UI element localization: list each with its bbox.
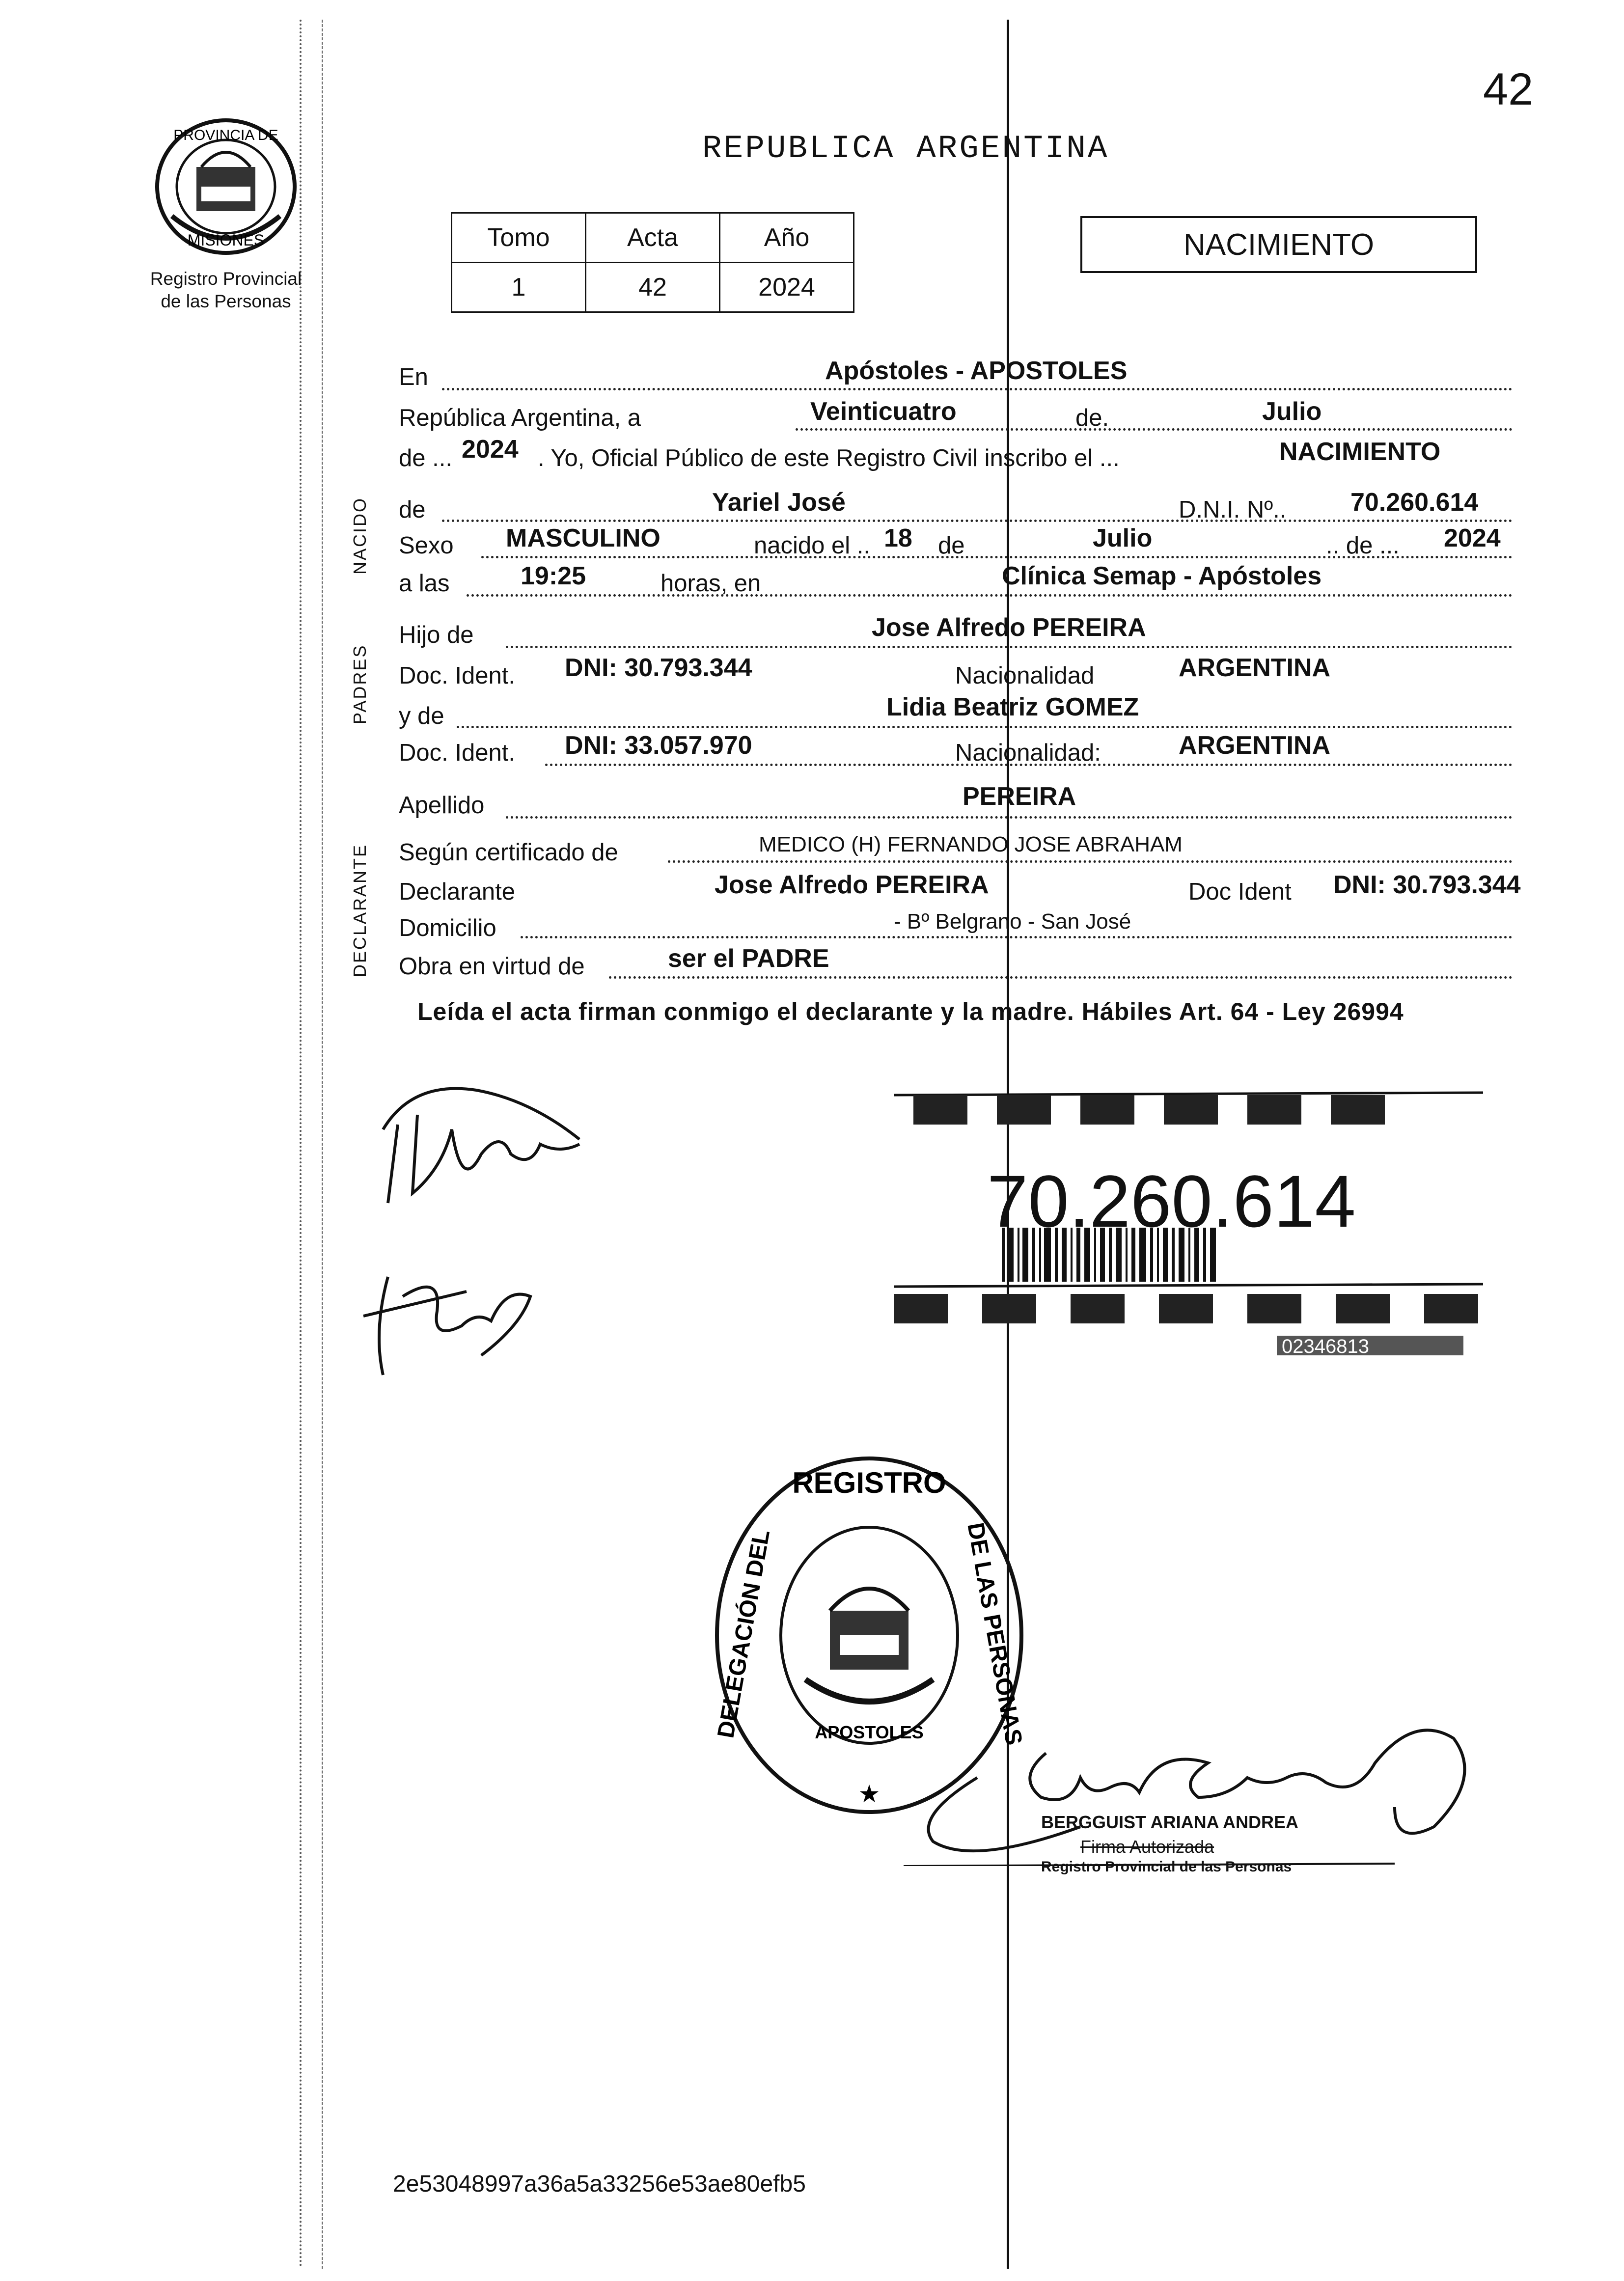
declarant-signature [354, 1071, 609, 1218]
value-madre-doc: DNI: 33.057.970 [565, 731, 752, 760]
value-inscripcion: NACIMIENTO [1279, 438, 1441, 466]
value-padre-doc: DNI: 30.793.344 [565, 654, 752, 682]
side-label-padres: PADRES [350, 644, 370, 724]
value-apellido: PEREIRA [963, 782, 1076, 811]
side-label-declarante: DECLARANTE [350, 843, 370, 977]
label-y-de: y de [399, 703, 444, 729]
label-hijo-de: Hijo de [399, 622, 474, 648]
value-mes-nac: Julio [1093, 524, 1153, 552]
label-declarante: Declarante [399, 879, 515, 905]
dotted-line [796, 428, 1513, 431]
logo-caption-line-2: de las Personas [161, 291, 291, 311]
value-domicilio: - Bº Belgrano - San José [894, 909, 1131, 934]
value-anio-nac: 2024 [1444, 524, 1501, 552]
value-padre: Jose Alfredo PEREIRA [872, 613, 1146, 642]
label-horas-en: horas, en [661, 570, 761, 597]
table-value-acta: 42 [586, 263, 720, 312]
dotted-line [481, 556, 1513, 558]
value-declarante: Jose Alfredo PEREIRA [715, 871, 989, 899]
dotted-line [506, 646, 1513, 648]
label-en: En [399, 364, 428, 390]
label-de-nac: de [938, 532, 965, 559]
value-hora: 19:25 [521, 562, 586, 590]
security-number: 70.260.614 [987, 1160, 1356, 1242]
dotted-line [521, 936, 1513, 938]
label-de-mes: de. [1075, 405, 1109, 431]
svg-text:DELEGACIÓN DEL: DELEGACIÓN DEL [713, 1528, 775, 1740]
label-nacido-el: nacido el .. [754, 532, 870, 559]
table-header-tomo: Tomo [452, 213, 586, 263]
value-certificado: MEDICO (H) FERNANDO JOSE ABRAHAM [759, 832, 1183, 856]
value-madre: Lidia Beatriz GOMEZ [886, 693, 1139, 721]
label-sexo: Sexo [399, 532, 454, 559]
dotted-line [457, 726, 1513, 728]
side-label-nacido: NACIDO [350, 496, 370, 575]
value-localidad: Apóstoles - APOSTOLES [825, 357, 1128, 385]
legal-text: Leída el acta firman conmigo el declarante y la madre. Hábiles Art. 64 - Ley 26994 [417, 998, 1404, 1025]
value-nombre: Yariel José [712, 488, 846, 517]
signatory-role: Firma Autorizada [1080, 1837, 1214, 1857]
security-serial: 02346813 [1282, 1336, 1369, 1357]
record-number-table [451, 212, 854, 313]
label-nacionalidad-madre: Nacionalidad: [955, 740, 1101, 766]
margin-dashed-line [322, 20, 323, 2269]
svg-text:★: ★ [858, 1780, 881, 1808]
record-type: NACIMIENTO [1183, 227, 1375, 262]
value-anio: 2024 [462, 435, 519, 464]
label-apellido: Apellido [399, 792, 485, 819]
document-title: REPUBLICA ARGENTINA [702, 130, 1109, 167]
value-dni: 70.260.614 [1350, 488, 1479, 517]
dotted-line [545, 764, 1513, 766]
label-republica: República Argentina, a [399, 405, 641, 431]
label-dni: D.N.I. Nº.. [1179, 496, 1287, 523]
value-mes: Julio [1262, 397, 1322, 426]
svg-text:REGISTRO: REGISTRO [792, 1466, 946, 1499]
mother-signature [344, 1257, 550, 1385]
label-obra: Obra en virtud de [399, 953, 585, 980]
authorized-signature [904, 1699, 1562, 1866]
label-nacionalidad: Nacionalidad [955, 662, 1095, 689]
dotted-line [609, 976, 1513, 979]
value-sexo: MASCULINO [506, 524, 661, 552]
label-doc-ident: Doc. Ident. [399, 662, 515, 689]
value-obra: ser el PADRE [668, 944, 829, 973]
label-de: de [399, 496, 426, 523]
svg-text:PROVINCIA DE: PROVINCIA DE [173, 127, 278, 143]
signatory-registry: Registro Provincial de las Personas [1041, 1859, 1292, 1875]
document-hash: 2e53048997a36a5a33256e53ae80efb5 [393, 2171, 806, 2197]
label-domicilio: Domicilio [399, 915, 496, 941]
dotted-line [442, 388, 1513, 390]
label-doc-ident-madre: Doc. Ident. [399, 740, 515, 766]
dotted-line [668, 860, 1513, 863]
svg-text:DE LAS PERSONAS: DE LAS PERSONAS [962, 1520, 1027, 1747]
label-de-anio: de ... [399, 445, 452, 471]
record-type-box [1080, 216, 1477, 273]
coat-of-arms-logo [142, 113, 309, 260]
dotted-line [442, 520, 1513, 522]
label-a-las: a las [399, 570, 450, 597]
svg-text:APOSTOLES: APOSTOLES [815, 1722, 924, 1742]
value-declarante-doc: DNI: 30.793.344 [1333, 871, 1521, 899]
dotted-line [506, 816, 1513, 819]
table-header-anio: Año [720, 213, 854, 263]
logo-caption [123, 268, 329, 313]
value-padre-nac: ARGENTINA [1179, 654, 1331, 682]
signatory-name: BERGGUIST ARIANA ANDREA [1041, 1812, 1299, 1832]
logo-caption-line-1: Registro Provincial [150, 269, 302, 289]
label-de-anio-nac: .. de ... [1326, 532, 1400, 559]
label-doc-ident-declarante: Doc Ident [1188, 879, 1292, 905]
page-number: 42 [1483, 64, 1534, 114]
table-value-anio: 2024 [720, 263, 854, 312]
value-dia-nac: 18 [884, 524, 912, 552]
value-lugar: Clínica Semap - Apóstoles [1002, 562, 1322, 590]
table-header-acta: Acta [586, 213, 720, 263]
label-segun-certificado: Según certificado de [399, 839, 618, 866]
margin-dotted-line [300, 20, 302, 2269]
value-madre-nac: ARGENTINA [1179, 731, 1331, 760]
value-dia-letras: Veinticuatro [810, 397, 957, 426]
svg-text:MISIONES: MISIONES [187, 231, 265, 249]
table-value-tomo: 1 [452, 263, 586, 312]
dotted-line [467, 594, 1513, 597]
label-yo-oficial: . Yo, Oficial Público de este Registro Civil inscribo el ... [538, 445, 1120, 471]
